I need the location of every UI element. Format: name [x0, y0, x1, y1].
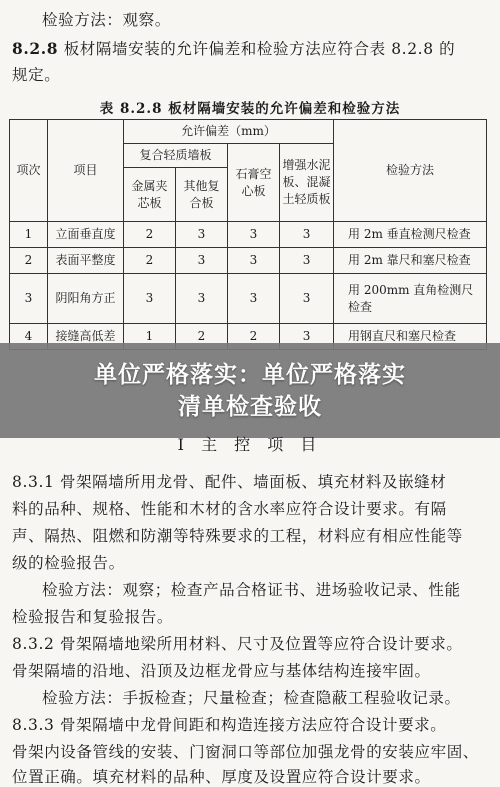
cell-item: 阴阳角方正: [48, 274, 124, 324]
cell-no: 3: [10, 274, 48, 324]
clause-8-2-8: [12, 37, 455, 59]
cell-cement: 3: [280, 248, 334, 274]
cell-gypsum: 3: [228, 248, 280, 274]
header-other: 其他复合板: [176, 168, 228, 222]
inspection-method-line: 检验方法：观察。: [42, 11, 171, 29]
paragraph-line: 级的检验报告。: [12, 554, 125, 572]
cell-no: 2: [10, 248, 48, 274]
cell-item: 表面平整度: [48, 248, 124, 274]
banner-title-line1: 单位严格落实：单位严格落实: [94, 361, 406, 388]
paragraph-line: 声、隔热、阻燃和防潮等特殊要求的工程，材料应有相应性能等: [12, 527, 463, 545]
paragraph-line: 骨架内设备管线的安装、门窗洞口等部位加强龙骨的安装应牢固、: [12, 743, 479, 761]
cell-method: 用 2m 垂直检测尺检查: [334, 222, 487, 248]
cell-metal: 1: [124, 324, 176, 350]
cell-method: 用 200mm 直角检测尺检查: [334, 274, 487, 324]
title-banner: [0, 343, 500, 438]
paragraph-line: 料的品种、规格、性能和木材的含水率应符合设计要求。有隔: [12, 500, 447, 518]
table-row: [10, 222, 487, 248]
cell-method: 用钢直尺和塞尺检查: [334, 324, 487, 350]
cell-metal: 2: [124, 248, 176, 274]
table-title: 表 8.2.8 板材隔墙安装的允许偏差和检验方法: [99, 101, 401, 117]
paragraph-line: 位置正确。填充材料的品种、厚度及设置应符合设计要求。: [12, 768, 431, 786]
cell-cement: 3: [280, 324, 334, 350]
cell-gypsum: 3: [228, 222, 280, 248]
cell-cement: 3: [280, 274, 334, 324]
table-row: [10, 274, 487, 324]
cell-other: 3: [176, 274, 228, 324]
table-row: [10, 248, 487, 274]
clause-text-cont: 规定。: [12, 66, 61, 84]
header-item: 项目: [48, 120, 124, 222]
inspection-method-line: 检验方法：观察；检查产品合格证书、进场验收记录、性能: [42, 581, 461, 599]
banner-title-line2: 清单检查验收: [178, 393, 322, 420]
tolerance-table: [9, 119, 487, 350]
header-gypsum: 石膏空心板: [228, 144, 280, 222]
cell-no: 1: [10, 222, 48, 248]
cell-item: 接缝高低差: [48, 324, 124, 350]
section-heading: I 主 控 项 目: [177, 435, 323, 454]
clause-8-3-3: 8.3.3 骨架隔墙中龙骨间距和构造连接方法应符合设计要求。: [12, 716, 447, 734]
header-composite: 复合轻质墙板: [124, 144, 228, 168]
clause-text: 板材隔墙安装的允许偏差和检验方法应符合表 8.2.8 的: [63, 40, 456, 58]
cell-method: 用 2m 靠尺和塞尺检查: [334, 248, 487, 274]
paragraph-line: 骨架隔墙的沿地、沿顶及边框龙骨应与基体结构连接牢固。: [12, 662, 431, 680]
header-method: 检验方法: [334, 120, 487, 222]
cell-other: 3: [176, 222, 228, 248]
cell-no: 4: [10, 324, 48, 350]
cell-item: 立面垂直度: [48, 222, 124, 248]
clause-8-3-1: 8.3.1 骨架隔墙所用龙骨、配件、墙面板、填充材料及嵌缝材: [12, 473, 447, 491]
paragraph-line: 检验报告和复验报告。: [12, 608, 174, 626]
cell-cement: 3: [280, 222, 334, 248]
cell-other: 2: [176, 324, 228, 350]
clause-number: 8.2.8: [12, 39, 59, 58]
cell-other: 3: [176, 248, 228, 274]
cell-gypsum: 3: [228, 274, 280, 324]
cell-metal: 3: [124, 274, 176, 324]
header-metal: 金属夹芯板: [124, 168, 176, 222]
cell-metal: 2: [124, 222, 176, 248]
header-allowed-deviation: 允许偏差（mm）: [124, 120, 334, 144]
cell-gypsum: 2: [228, 324, 280, 350]
header-cement: 增强水泥板、混凝土轻质板: [280, 144, 334, 222]
clause-8-3-2: 8.3.2 骨架隔墙地梁所用材料、尺寸及位置等应符合设计要求。: [12, 635, 463, 653]
inspection-method-line: 检验方法：手扳检查；尺量检查；检查隐蔽工程验收记录。: [42, 689, 461, 707]
header-item-no: 项次: [10, 120, 48, 222]
